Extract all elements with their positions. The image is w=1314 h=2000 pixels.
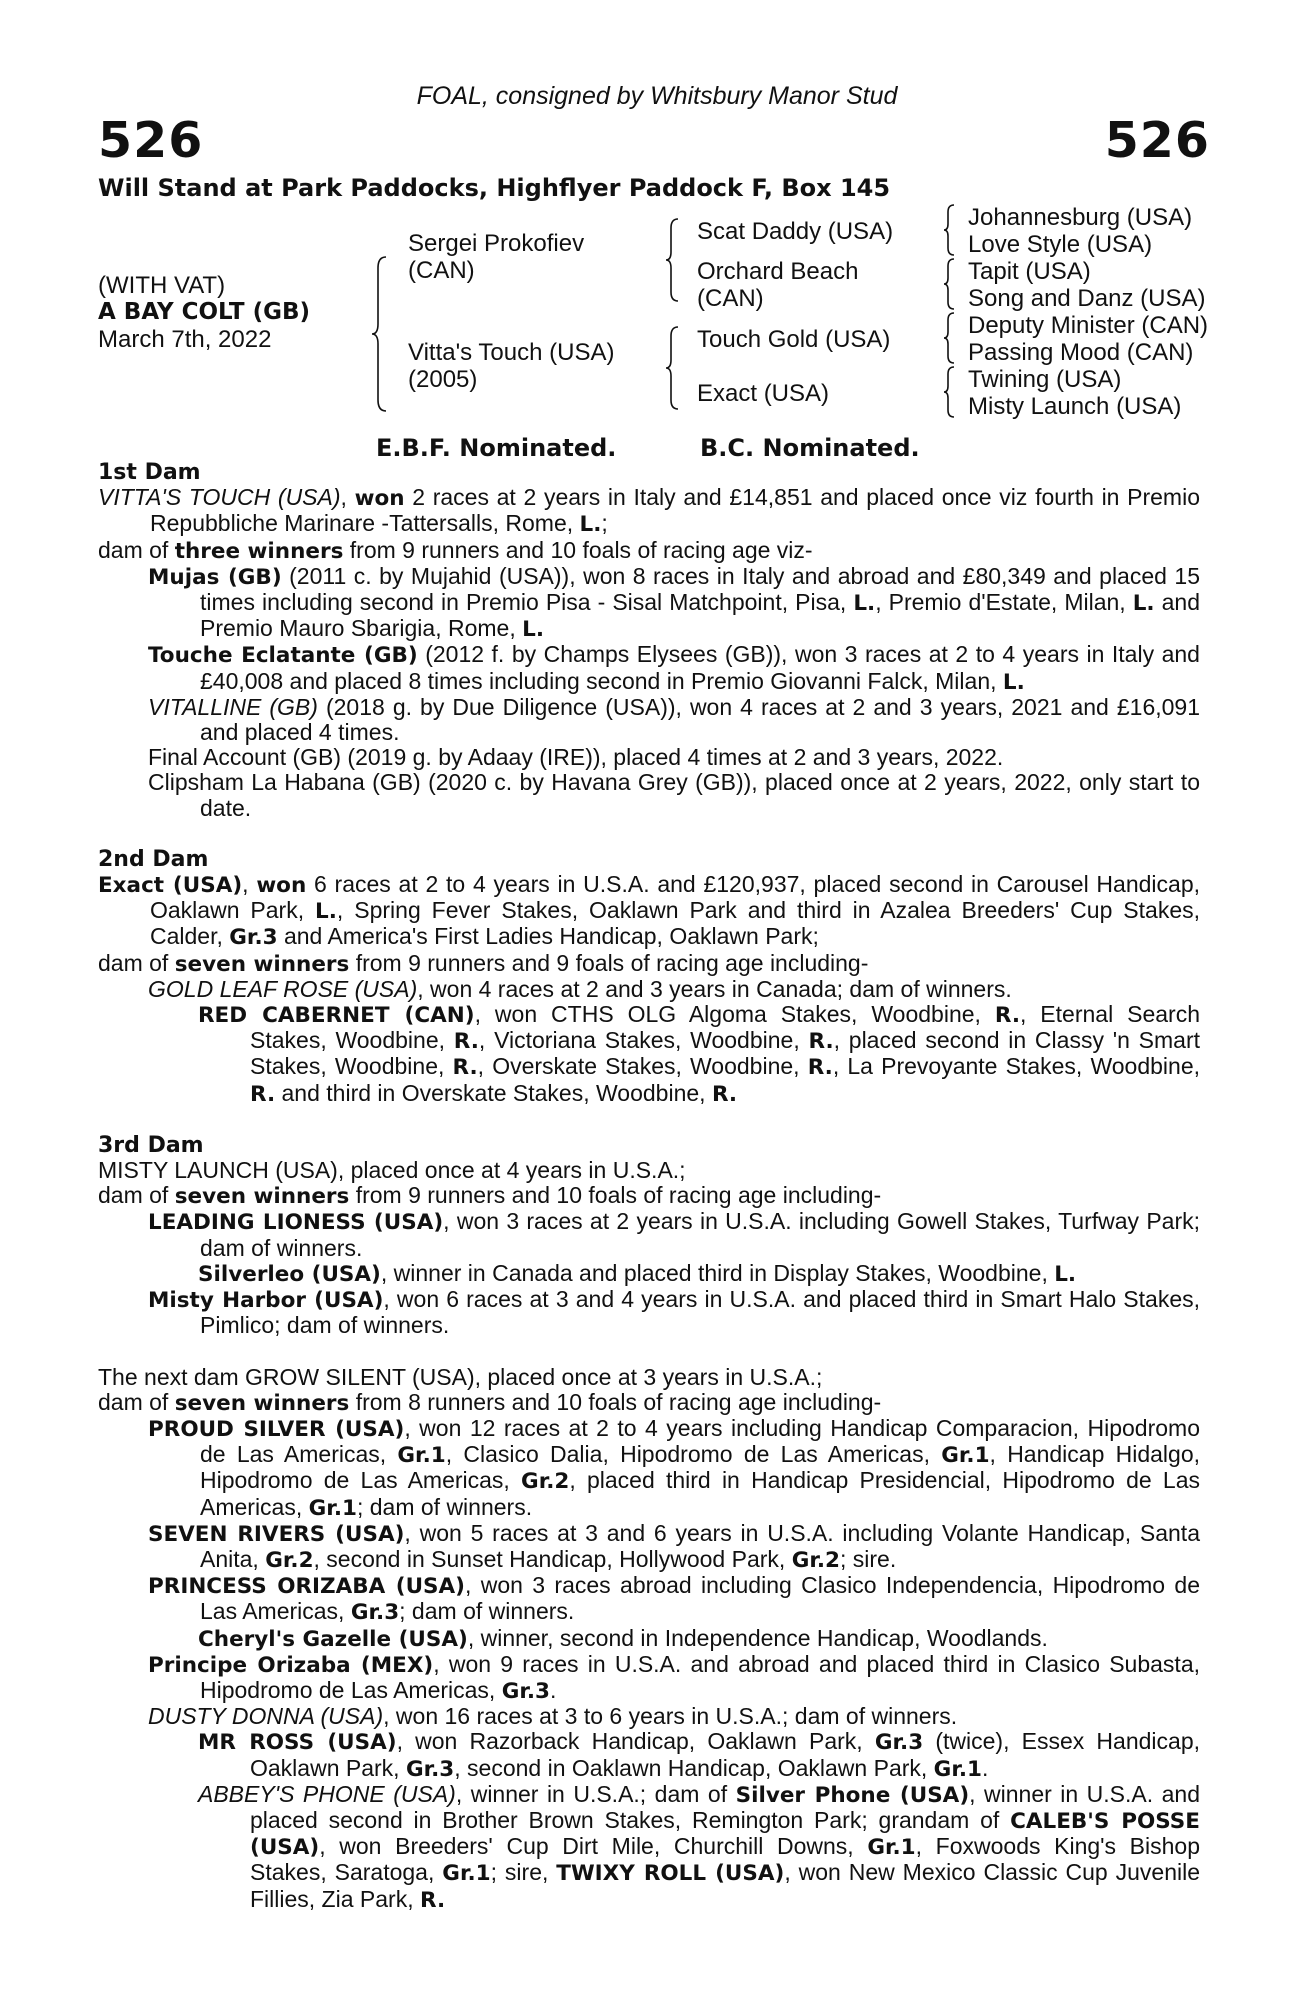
bold-text: MR ROSS (USA) [198,1730,397,1756]
pedigree-entry [98,1209,1200,1260]
bc-nomination: B.C. Nominated. [700,434,920,462]
bold-text: R. [994,1003,1020,1029]
bold-text: Gr.1 [442,1861,491,1887]
bold-text: three winners [174,538,344,564]
bold-text: Principe Orizaba (MEX) [148,1652,434,1678]
bold-text: R. [808,1029,834,1055]
text-run: , won 3 races abroad including Clasico Independencia, Hipodromo de Las Americas, [200,1572,1200,1625]
text-run: , Clasico Dalia, Hipodromo de Las Americas, [445,1441,942,1468]
pedigree-entry [98,695,1200,745]
pedigree-entry [98,1416,1200,1521]
pedigree-entry [98,1002,1200,1107]
text-run: dam of [98,1388,175,1415]
text-run: Final Account (GB) (2019 g. by Adaay (IRE)), placed 4 times at 2 and 3 years, 2022. [148,744,1004,771]
bold-text: RED CABERNET (CAN) [198,1003,475,1029]
bold-text: R. [250,1081,276,1107]
bold-text: R. [807,1055,833,1081]
text-run: , winner in Canada and placed third in Display Stakes, Woodbine, [380,1259,1055,1286]
bold-text: Gr.3 [229,925,278,951]
bold-text: Gr.1 [867,1835,916,1861]
text-run: from 9 runners and 10 foals of racing age including- [349,1182,882,1209]
gen4-8: Misty Launch (USA) [968,393,1182,420]
text-run: and America's First Ladies Handicap, Oaklawn Park; [277,923,819,950]
gen4-5: Deputy Minister (CAN) [968,312,1209,339]
italic-text: VITALLINE (GB) [148,693,318,720]
horse-name: A BAY COLT (GB) [98,299,311,325]
text-run: , won CTHS OLG Algoma Stakes, Woodbine, [474,1001,995,1028]
bold-text: Gr.1 [933,1756,982,1782]
bold-text: L. [315,899,337,925]
text-run: from 9 runners and 9 foals of racing age including- [349,949,869,976]
section-heading: 1st Dam [98,460,201,485]
text-run: MISTY LAUNCH (USA), placed once at 4 years in U.S.A.; [98,1157,686,1184]
bold-text: won [256,873,307,899]
pedigree-entry [98,1729,1200,1781]
bold-text: Gr.2 [791,1547,840,1573]
text-run: . [981,1754,989,1781]
text-run: and third in Overskate Stakes, Woodbine, [275,1079,712,1106]
ebf-nomination: E.B.F. Nominated. [376,434,617,462]
pedigree-entry [98,1521,1200,1573]
bold-text: won [354,486,405,512]
bracket-gen3-3 [944,312,960,364]
pedigree-entry [98,642,1200,694]
pedigree-entry [98,1390,1200,1416]
bold-text: SEVEN RIVERS (USA) [148,1521,405,1547]
gen4-2: Love Style (USA) [968,231,1153,258]
text-run: , placed second in Classy 'n Smart Stakes, Woodbine, [250,1027,1201,1080]
text-run: , won 4 races at 2 and 3 years in Canada; dam of winners. [417,975,1012,1002]
gen4-4: Song and Danz (USA) [968,285,1206,312]
bold-text: L. [1132,591,1155,617]
sire-name: Sergei Prokofiev [408,230,585,257]
text-run: , La Prevoyante Stakes, Woodbine, [832,1053,1200,1080]
dam-name: Vitta's Touch (USA) [408,339,615,366]
bold-text: PROUD SILVER (USA) [148,1416,405,1442]
bracket-gen3-2 [944,258,960,310]
pedigree-entry [98,1183,1200,1209]
text-run: , Overskate Stakes, Woodbine, [477,1053,808,1080]
text-run: , second in Sunset Handicap, Hollywood Park, [313,1545,792,1572]
bold-text: PRINCESS ORIZABA (USA) [148,1574,465,1600]
text-run: , [340,484,355,511]
text-run: (twice), Essex Handicap, Oaklawn Park, [250,1728,1200,1781]
text-run: , Handicap Hidalgo, Hipodromo de Las Americas, [200,1441,1201,1494]
bracket-gen2-sire [666,218,684,302]
text-run: , Spring Fever Stakes, Oaklawn Park and third in Azalea Breeders' Cup Stakes, Calder, [150,897,1200,950]
lot-number-left: 526 [98,112,204,169]
text-run: , Eternal Search Stakes, Woodbine, [250,1001,1200,1054]
section-heading: 2nd Dam [98,846,209,872]
text-run: 6 races at 2 to 4 years in U.S.A. and £120,937, placed second in Carousel Handicap, Oaklawn Park, [150,871,1200,924]
text-run: and Premio Mauro Sbarigia, Rome, [200,589,1201,642]
pedigree-entry [98,951,1200,977]
pedigree-entry [98,1652,1200,1704]
text-run: ; [601,510,608,537]
sire-dam-country: (CAN) [697,285,764,312]
pedigree-entry [98,872,1200,951]
text-run: , [242,871,257,898]
italic-text: VITTA'S TOUCH (USA) [98,484,341,511]
bold-text: Silverleo (USA) [198,1261,381,1287]
section-gap [98,1339,1200,1365]
bold-text: Gr.1 [941,1443,990,1469]
bold-text: L. [522,617,544,643]
pedigree-notes [98,460,1200,1913]
text-run: , Premio d'Estate, Milan, [875,589,1133,616]
text-run: ; dam of winners. [356,1493,533,1520]
italic-text: ABBEY'S PHONE (USA) [198,1780,456,1807]
text-run: , won New Mexico Classic Cup Juvenile Fillies, Zia Park, [250,1859,1200,1912]
text-run: , won 5 races at 3 and 6 years in U.S.A. including Volante Handicap, Santa Anita, [200,1519,1200,1572]
bracket-gen3-4 [944,366,960,418]
bold-text: Gr.3 [405,1756,455,1782]
pedigree-entry [98,1782,1200,1913]
pedigree-entry [98,564,1200,643]
text-run: dam of [98,1182,175,1209]
text-run: , won Razorback Handicap, Oaklawn Park, [396,1728,875,1755]
bold-text: Mujas (GB) [148,564,282,590]
text-run: from 9 runners and 10 foals of racing age viz- [343,536,813,563]
dam-year: (2005) [408,366,478,393]
bold-text: Gr.1 [397,1443,446,1469]
vat-note: (WITH VAT) [98,272,226,299]
text-run: , Victoriana Stakes, Woodbine, [478,1027,809,1054]
bold-text: LEADING LIONESS (USA) [148,1210,444,1236]
text-run: , won 9 races in U.S.A. and abroad and placed third in Clasico Subasta, Hipodromo de Las Americas, [200,1650,1200,1703]
bold-text: Gr.2 [521,1469,570,1495]
sire-country: (CAN) [408,257,475,284]
bold-text: TWIXY ROLL (USA) [556,1861,785,1887]
bold-text: Silver Phone (USA) [735,1782,970,1808]
text-run: dam of [98,949,175,976]
bold-text: L. [853,591,876,617]
bold-text: R. [711,1081,738,1107]
text-run: (2012 f. by Champs Elysees (GB)), won 3 races at 2 to 4 years in Italy and £40,008 and placed 8 times including second in Premio Giovanni Falck, Milan, [200,641,1200,694]
italic-text: GOLD LEAF ROSE (USA) [148,975,418,1002]
section-gap [98,821,1200,847]
bold-text: CALEB'S POSSE (USA) [250,1808,1200,1861]
text-run: , won 6 races at 3 and 4 years in U.S.A. and placed third in Smart Halo Stakes, Pimlico; dam of winners. [200,1286,1200,1339]
section-heading: 3rd Dam [98,1132,204,1158]
stand-location: Will Stand at Park Paddocks, Highflyer Paddock F, Box 145 [98,174,891,202]
bold-text: Misty Harbor (USA) [148,1288,384,1314]
bold-text: L. [579,512,602,538]
text-run: 2 races at 2 years in Italy and £14,851 and placed once viz fourth in Premio Repubbliche Marinare -Tattersalls, Rome, [150,484,1200,537]
text-run: ; sire. [840,1545,897,1572]
pedigree-entry [98,1704,1200,1729]
pedigree-entry [98,1158,1200,1183]
text-run: , won 3 races at 2 years in U.S.A. including Gowell Stakes, Turfway Park; dam of winners. [200,1208,1201,1261]
sire-sire: Scat Daddy (USA) [697,218,894,245]
italic-text: DUSTY DONNA (USA) [148,1703,384,1730]
pedigree-entry [98,1573,1200,1625]
bold-text: L. [1002,669,1025,695]
pedigree-entry [98,538,1200,564]
pedigree-entry [98,1287,1200,1338]
lot-number-right: 526 [1104,112,1210,169]
bold-text: Cheryl's Gazelle (USA) [198,1626,468,1652]
bold-text: seven winners [174,951,350,977]
text-run: , winner in U.S.A.; dam of [455,1780,736,1807]
bold-text: Gr.3 [874,1730,924,1756]
pedigree-entry [98,1261,1200,1287]
text-run: The next dam GROW SILENT (USA), placed once at 3 years in U.S.A.; [98,1363,823,1390]
text-run: ; sire, [490,1859,557,1886]
text-run: , Foxwoods King's Bishop Stakes, Saratoga, [250,1833,1201,1886]
gen4-3: Tapit (USA) [968,258,1091,285]
dam-dam: Exact (USA) [697,380,830,407]
pedigree-entry [98,485,1200,537]
gen4-7: Twining (USA) [968,366,1122,393]
bold-text: Gr.1 [308,1495,357,1521]
text-run: , second in Oaklawn Handicap, Oaklawn Park, [454,1754,934,1781]
gen4-1: Johannesburg (USA) [968,204,1193,231]
bold-text: L. [1054,1261,1077,1287]
bracket-gen2-dam [666,326,684,410]
section-gap [98,1107,1200,1133]
text-run: ; dam of winners. [399,1598,575,1625]
bold-text: Gr.3 [501,1678,551,1704]
consignor-line: FOAL, consigned by Whitsbury Manor Stud [416,82,898,110]
text-run: . [550,1676,557,1703]
pedigree-entry [98,977,1200,1002]
bold-text: seven winners [174,1184,350,1210]
text-run: , winner, second in Independence Handicap, Woodlands. [467,1624,1048,1651]
text-run: , winner in U.S.A. and placed second in Brother Brown Stakes, Remington Park; grandam of [250,1780,1200,1833]
text-run: , won 16 races at 3 to 6 years in U.S.A.; dam of winners. [383,1703,958,1730]
bold-text: seven winners [174,1390,350,1416]
bracket-gen1 [372,256,392,412]
text-run: Clipsham La Habana (GB) (2020 c. by Havana Grey (GB)), placed once at 2 years, 2022, only start to date. [148,769,1200,821]
gen4-6: Passing Mood (CAN) [968,339,1194,366]
text-run: (2018 g. by Due Diligence (USA)), won 4 races at 2 and 3 years, 2021 and £16,091 and placed 4 times. [200,693,1200,746]
bold-text: Touche Eclatante (GB) [148,643,418,669]
bold-text: R. [452,1055,478,1081]
text-run: dam of [98,536,175,563]
foaling-date: March 7th, 2022 [98,326,272,353]
text-run: from 8 runners and 10 foals of racing age including- [349,1388,882,1415]
text-run: , won 12 races at 2 to 4 years including Handicap Comparacion, Hipodromo de Las Americas, [200,1414,1200,1468]
dam-sire: Touch Gold (USA) [697,326,891,353]
text-run: , placed third in Handicap Presidencial, Hipodromo de Las Americas, [200,1467,1200,1520]
pedigree-entry [98,1626,1200,1652]
text-run: (2011 c. by Mujahid (USA)), won 8 races in Italy and abroad and £80,349 and placed 15 times including second in Premio Pisa - Sisal Matchpoint, Pisa, [200,562,1200,616]
bold-text: R. [419,1887,446,1913]
bold-text: R. [453,1029,479,1055]
bold-text: Gr.2 [265,1547,314,1573]
bracket-gen3-1 [944,204,960,256]
text-run: , won Breeders' Cup Dirt Mile, Churchill Downs, [319,1833,868,1860]
pedigree-entry [98,770,1200,820]
pedigree-entry [98,1365,1200,1390]
sire-dam-name: Orchard Beach [697,258,859,285]
bold-text: Gr.3 [350,1600,400,1626]
bold-text: Exact (USA) [98,873,243,899]
pedigree-entry [98,745,1200,770]
